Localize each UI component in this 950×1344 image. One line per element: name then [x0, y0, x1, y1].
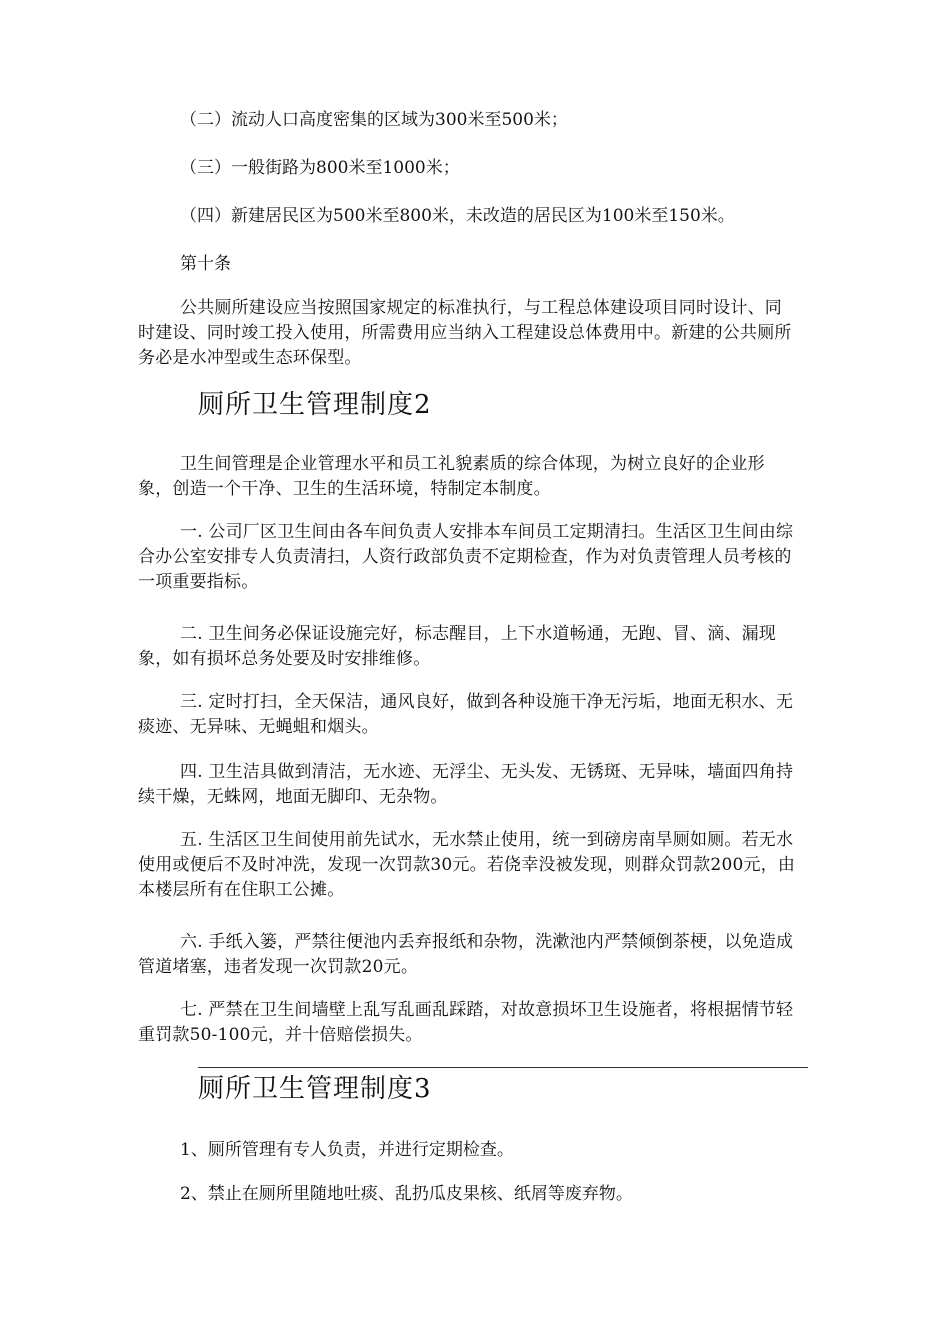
- section3-item-2: 2、禁止在厕所里随地吐痰、乱扔瓜皮果核、纸屑等废弃物。: [180, 1184, 633, 1204]
- section-divider: [198, 1067, 808, 1068]
- section3-item-1: 1、厕所管理有专人负责，并进行定期检查。: [180, 1140, 514, 1160]
- rule-7: 七. 严禁在卫生间墙壁上乱写乱画乱踩踏，对故意损坏卫生设施者，将根据情节轻重罚款50-100元，并十倍赔偿损失。: [138, 1000, 794, 1045]
- distance-item-2: （二）流动人口高度密集的区域为300米至500米；: [180, 110, 568, 130]
- section-heading-3: 厕所卫生管理制度3: [198, 1074, 432, 1104]
- article-body: 公共厕所建设应当按照国家规定的标准执行，与工程总体建设项目同时设计、同时建设、同时竣工投入使用，所需费用应当纳入工程建设总体费用中。新建的公共厕所务必是水冲型或生态环保型。: [138, 298, 792, 368]
- rule-2: 二. 卫生间务必保证设施完好，标志醒目，上下水道畅通，无跑、冒、滴、漏现象，如有损坏总务处要及时安排维修。: [138, 624, 777, 669]
- section-heading-2: 厕所卫生管理制度2: [198, 390, 432, 420]
- distance-item-4: （四）新建居民区为500米至800米，未改造的居民区为100米至150米。: [180, 206, 735, 226]
- article-title: 第十条: [180, 254, 231, 274]
- rule-3: 三. 定时打扫，全天保洁，通风良好，做到各种设施干净无污垢，地面无积水、无痰迹、无异味、无蝇蛆和烟头。: [138, 692, 794, 737]
- section2-intro: 卫生间管理是企业管理水平和员工礼貌素质的综合体现，为树立良好的企业形象，创造一个干净、卫生的生活环境，特制定本制度。: [138, 454, 765, 499]
- rule-4: 四. 卫生洁具做到清洁，无水迹、无浮尘、无头发、无锈斑、无异味，墙面四角持续干燥，无蛛网，地面无脚印、无杂物。: [138, 762, 794, 807]
- rule-1: 一. 公司厂区卫生间由各车间负责人安排本车间员工定期清扫。生活区卫生间由综合办公室安排专人负责清扫，人资行政部负责不定期检查，作为对负责管理人员考核的一项重要指标。: [138, 522, 794, 592]
- rule-5: 五. 生活区卫生间使用前先试水，无水禁止使用，统一到磅房南旱厕如厕。若无水使用或便后不及时冲洗，发现一次罚款30元。若侥幸没被发现，则群众罚款200元，由本楼层所有在住职工公摊。: [138, 830, 796, 900]
- distance-item-3: （三）一般街路为800米至1000米；: [180, 158, 460, 178]
- rule-6: 六. 手纸入篓，严禁往便池内丢弃报纸和杂物，洗漱池内严禁倾倒茶梗，以免造成管道堵塞，违者发现一次罚款20元。: [138, 932, 794, 977]
